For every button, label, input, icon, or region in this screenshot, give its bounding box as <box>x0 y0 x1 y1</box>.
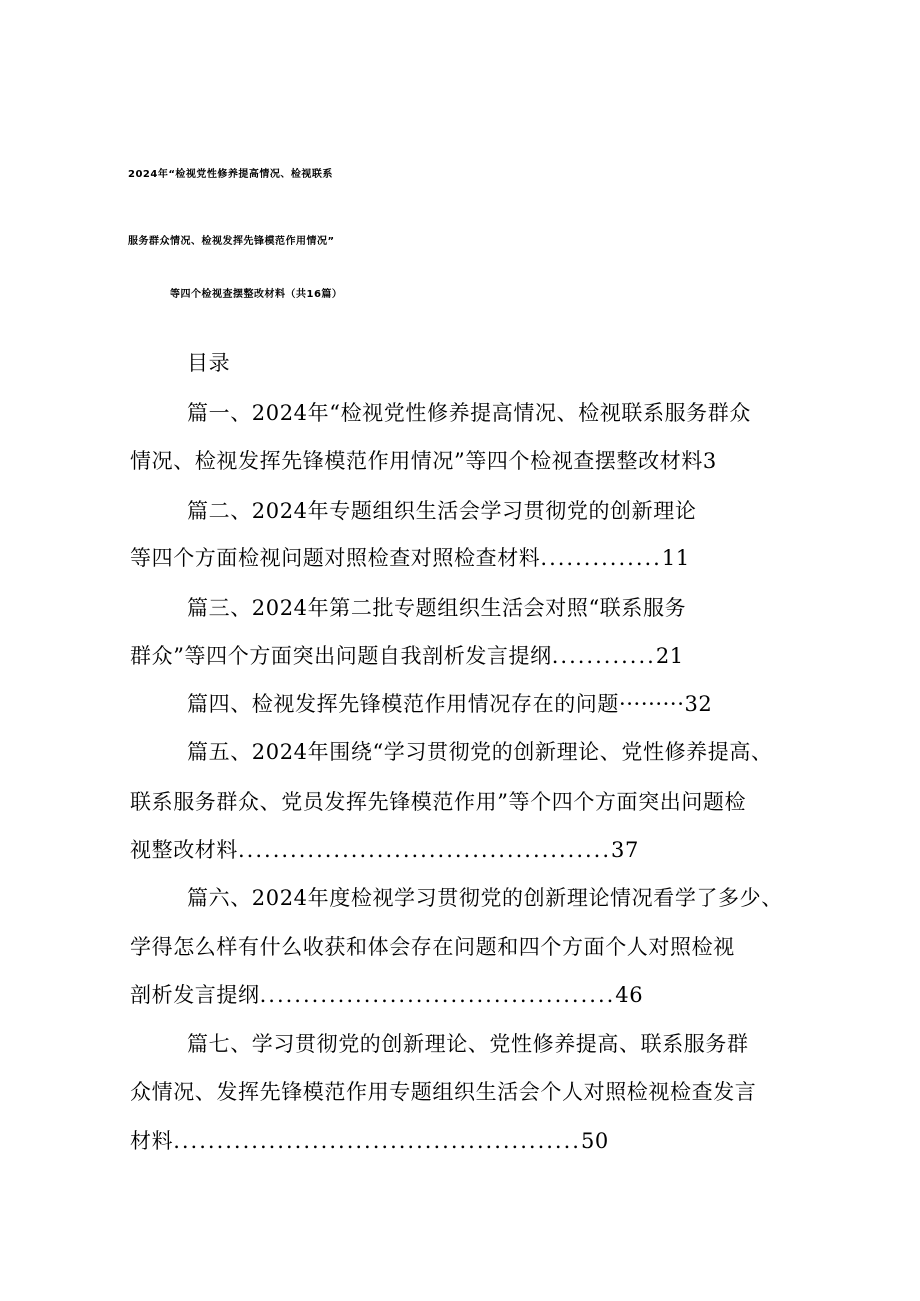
toc-entry-7-line-1[interactable]: 篇七、学习贯彻党的创新理论、党性修养提高、联系服务群 <box>187 1032 749 1056</box>
toc-entry-7-line-3[interactable] <box>130 1126 905 1156</box>
document-title-line-2: 服务群众情况、检视发挥先锋模范作用情况” <box>128 236 335 247</box>
toc-entry-3-line-1[interactable]: 篇三、2024年第二批专题组织生活会对照“联系服务 <box>187 596 687 620</box>
toc-entry-6-line-1[interactable]: 篇六、2024年度检视学习贯彻党的创新理论情况看学了多少、 <box>187 886 783 910</box>
toc-entry-3-page-number: 21 <box>655 644 684 668</box>
toc-entry-6-line-3[interactable] <box>130 980 905 1010</box>
toc-heading: 目录 <box>187 351 231 375</box>
toc-entry-6-leader-dots: ......................................... <box>259 983 616 1007</box>
toc-entry-5-line-2[interactable]: 联系服务群众、党员发挥先锋模范作用”等个四个方面突出问题检 <box>130 790 747 814</box>
toc-entry-6-page-number: 46 <box>615 983 644 1007</box>
toc-entry-5-leader-dots: ........................................... <box>238 838 612 862</box>
document-title-line-1: 2024年“检视党性修养提高情况、检视联系 <box>128 169 333 180</box>
toc-entry-5-line-3[interactable] <box>130 835 905 865</box>
toc-entry-1-line-1[interactable]: 篇一、2024年“检视党性修养提高情况、检视联系服务群众 <box>187 401 751 425</box>
toc-entry-6-text: 剖析发言提纲 <box>130 983 260 1007</box>
toc-entry-2-line-1[interactable]: 篇二、2024年专题组织生活会学习贯彻党的创新理论 <box>187 499 697 523</box>
toc-entry-3-line-2[interactable] <box>130 641 905 671</box>
toc-entry-1-line-2[interactable]: 情况、检视发挥先锋模范作用情况”等四个检视查摆整改材料3 <box>130 449 717 473</box>
toc-entry-3-leader-dots: ............ <box>551 644 656 668</box>
toc-entry-2-line-2[interactable] <box>130 543 905 573</box>
toc-entry-4-line-1[interactable]: 篇四、检视发挥先锋模范作用情况存在的问题·········32 <box>187 692 713 716</box>
document-title-line-3: 等四个检视查摆整改材料（共16篇） <box>170 289 343 300</box>
toc-entry-6-line-2[interactable]: 学得怎么样有什么收获和体会存在问题和四个方面个人对照检视 <box>130 935 735 959</box>
toc-entry-7-text: 材料 <box>130 1129 174 1153</box>
toc-entry-5-text: 视整改材料 <box>130 838 238 862</box>
toc-entry-7-page-number: 50 <box>580 1129 609 1153</box>
toc-entry-2-page-number: 11 <box>661 546 690 570</box>
toc-entry-2-leader-dots: .............. <box>540 546 662 570</box>
toc-entry-3-text: 群众”等四个方面突出问题自我剖析发言提纲 <box>130 644 552 668</box>
toc-entry-2-text: 等四个方面检视问题对照检查对照检查材料 <box>130 546 541 570</box>
toc-entry-7-leader-dots: ............................................... <box>173 1129 581 1153</box>
toc-entry-7-line-2[interactable]: 众情况、发挥先锋模范作用专题组织生活会个人对照检视检查发言 <box>130 1080 757 1104</box>
toc-entry-5-line-1[interactable]: 篇五、2024年围绕“学习贯彻党的创新理论、党性修养提高、 <box>187 740 773 764</box>
toc-entry-5-page-number: 37 <box>611 838 639 862</box>
